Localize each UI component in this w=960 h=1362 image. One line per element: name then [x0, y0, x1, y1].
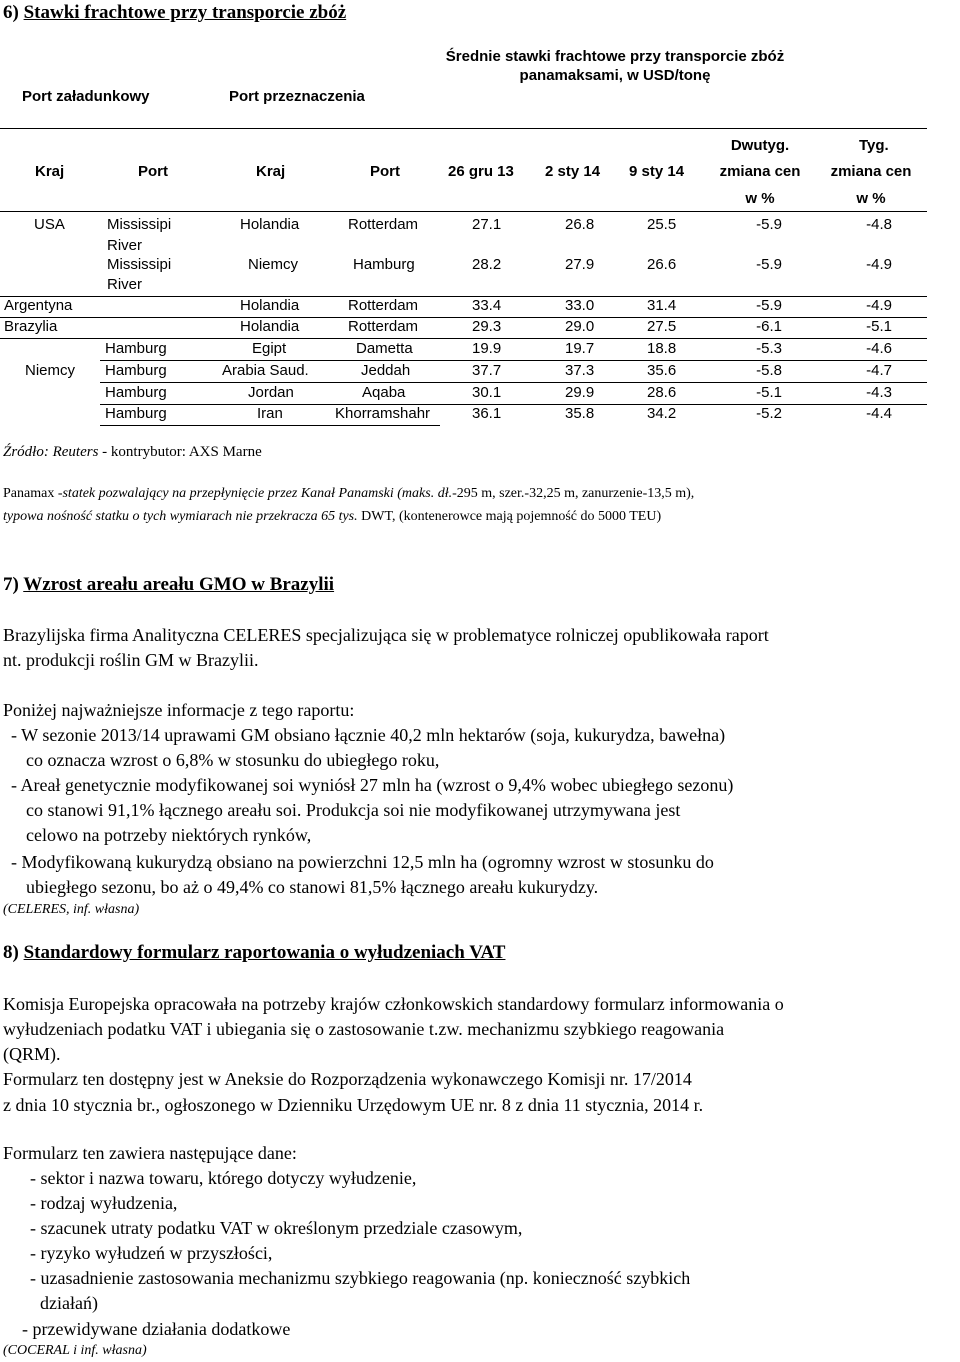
row1-rate-2: 26.8	[565, 216, 595, 233]
row2-weekly-change: -4.9	[866, 256, 892, 273]
section8-item1: - sektor i nazwa towaru, którego dotyczy wyłudzenie,	[30, 1168, 417, 1188]
row2-rate-1: 28.2	[472, 256, 502, 273]
row8-rate-1: 36.1	[472, 405, 502, 422]
row5-rate-2: 19.7	[565, 340, 595, 357]
section7-bullet2-line3: celowo na potrzeby niektórych rynków,	[26, 825, 312, 845]
source-label: Źródło:	[3, 444, 49, 460]
row8-rate-2: 35.8	[565, 405, 595, 422]
section8-para1-line3: (QRM).	[3, 1044, 61, 1064]
row-rule-4	[100, 360, 927, 361]
row1-origin-country: USA	[34, 216, 65, 233]
header-biweekly-2: zmiana cen	[719, 163, 801, 180]
row6-dest-port: Jeddah	[361, 362, 411, 379]
header-port-destination: Port	[370, 163, 400, 180]
row-rule-2	[0, 317, 927, 318]
section7-bullet1-line2: co oznacza wzrost o 6,8% w stosunku do ubiegłego roku,	[26, 750, 440, 770]
row5-origin-port: Hamburg	[105, 340, 167, 357]
section8-para1-line2: wyłudzeniach podatku VAT i ubiegania się o zastosowanie t.zw. mechanizmu szybkiego reagowania	[3, 1019, 725, 1039]
row6-biweekly-change: -5.8	[756, 362, 782, 379]
row5-biweekly-change: -5.3	[756, 340, 782, 357]
section7-source: (CELERES, inf. własna)	[3, 902, 140, 917]
section6-number: 6)	[3, 2, 19, 23]
section8-para2-line1: Formularz ten dostępny jest w Aneksie do Rozporządzenia wykonawczego Komisji nr. 17/2014	[3, 1069, 692, 1089]
row8-rate-3: 34.2	[647, 405, 677, 422]
row3-dest-country: Holandia	[240, 297, 300, 314]
section8-number: 8)	[3, 942, 19, 963]
row4-dest-country: Holandia	[240, 318, 300, 335]
section8-item4: - ryzyko wyłudzeń w przyszłości,	[30, 1243, 273, 1263]
row4-weekly-change: -5.1	[866, 318, 892, 335]
row1-dest-port: Rotterdam	[348, 216, 419, 233]
row7-dest-country: Jordan	[248, 384, 294, 401]
header-biweekly-1: Dwutyg.	[730, 137, 790, 154]
header-table-title-1: Średnie stawki frachtowe przy transporcie zbóż	[445, 48, 785, 65]
section8-item6: - przewidywane działania dodatkowe	[22, 1319, 291, 1339]
row8-dest-country: Iran	[257, 405, 283, 422]
row1-biweekly-change: -5.9	[756, 216, 782, 233]
panamax-dwt: DWT, (kontenerowce mają pojemność do 5000 TEU)	[361, 509, 662, 524]
row1-origin-port: Mississipi	[107, 216, 172, 233]
row3-origin-country: Argentyna	[4, 297, 73, 314]
header-date-2: 2 sty 14	[545, 163, 601, 180]
row3-rate-2: 33.0	[565, 297, 595, 314]
row2-rate-2: 27.9	[565, 256, 595, 273]
table-top-rule	[0, 128, 927, 129]
panamax-definition: statek pozwalający na przepłynięcie przez Kanał Panamski (maks. dł.	[62, 486, 453, 501]
row8-weekly-change: -4.4	[866, 405, 892, 422]
row1-rate-3: 25.5	[647, 216, 677, 233]
panamax-dimensions: -295 m, szer.-32,25 m, zanurzenie-13,5 m),	[452, 486, 695, 501]
section7-bullet2-line1: - Areał genetycznie modyfikowanej soi wyniósł 27 mln ha (wzrost o 9,4% wobec ubiegłego sezonu)	[11, 775, 734, 795]
header-weekly-1: Tyg.	[859, 137, 889, 154]
section8-source: (COCERAL i inf. własna)	[3, 1343, 147, 1358]
section7-para1-line2: nt. produkcji roślin GM w Brazylii.	[3, 650, 259, 670]
row4-rate-1: 29.3	[472, 318, 502, 335]
section8-title: Standardowy formularz raportowania o wyłudzeniach VAT	[23, 942, 506, 963]
row5-rate-1: 19.9	[472, 340, 502, 357]
row5-rate-3: 18.8	[647, 340, 677, 357]
row6-dest-country: Arabia Saud.	[222, 362, 309, 379]
row4-rate-3: 27.5	[647, 318, 677, 335]
row-rule-5	[100, 382, 927, 383]
row-rule-6	[100, 404, 927, 405]
header-biweekly-3: w %	[745, 190, 775, 207]
row4-origin-country: Brazylia	[4, 318, 58, 335]
row8-origin-port: Hamburg	[105, 405, 167, 422]
row6-rate-1: 37.7	[472, 362, 502, 379]
row3-biweekly-change: -5.9	[756, 297, 782, 314]
section8-item5-line2: działań)	[40, 1293, 98, 1313]
panamax-note-line1	[3, 486, 694, 502]
header-port-origin: Port	[138, 163, 168, 180]
row7-dest-port: Aqaba	[362, 384, 406, 401]
row3-rate-1: 33.4	[472, 297, 502, 314]
section7-number: 7)	[3, 574, 19, 595]
header-port-zaladunkowy: Port załadunkowy	[22, 88, 150, 105]
row1-origin-port-cont: River	[107, 237, 143, 254]
row7-weekly-change: -4.3	[866, 384, 892, 401]
section6-heading	[3, 2, 346, 24]
panamax-capacity: typowa nośność statku o tych wymiarach nie przekracza 65 tys.	[3, 509, 358, 524]
panamax-term: Panamax -	[3, 486, 63, 501]
row4-rate-2: 29.0	[565, 318, 595, 335]
row2-dest-port: Hamburg	[353, 256, 415, 273]
row6-rate-2: 37.3	[565, 362, 595, 379]
panamax-note-line2	[3, 509, 661, 525]
section8-item3: - szacunek utraty podatku VAT w określonym przedziale czasowym,	[30, 1218, 523, 1238]
row4-biweekly-change: -6.1	[756, 318, 782, 335]
row2-biweekly-change: -5.9	[756, 256, 782, 273]
header-port-przeznaczenia: Port przeznaczenia	[229, 88, 365, 105]
row7-origin-port: Hamburg	[105, 384, 167, 401]
row6-origin-country: Niemcy	[25, 362, 76, 379]
row8-biweekly-change: -5.2	[756, 405, 782, 422]
row1-rate-1: 27.1	[472, 216, 502, 233]
table-bottom-rule	[100, 425, 440, 426]
header-date-3: 9 sty 14	[629, 163, 685, 180]
row5-dest-port: Dametta	[356, 340, 413, 357]
header-bottom-rule	[0, 211, 927, 212]
section8-item5-line1: - uzasadnienie zastosowania mechanizmu szybkiego reagowania (np. konieczność szybkich	[30, 1268, 691, 1288]
table-source	[3, 444, 262, 461]
section8-para3: Formularz ten zawiera następujące dane:	[3, 1143, 297, 1163]
source-contributor: - kontrybutor: AXS Marne	[102, 444, 262, 460]
row2-dest-country: Niemcy	[248, 256, 299, 273]
header-kraj-origin: Kraj	[35, 163, 65, 180]
header-kraj-destination: Kraj	[256, 163, 286, 180]
row7-rate-1: 30.1	[472, 384, 502, 401]
row5-dest-country: Egipt	[252, 340, 287, 357]
section7-heading	[3, 574, 334, 596]
row5-weekly-change: -4.6	[866, 340, 892, 357]
row-rule-1	[0, 296, 927, 297]
row2-rate-3: 26.6	[647, 256, 677, 273]
row7-rate-2: 29.9	[565, 384, 595, 401]
section7-bullet1-line1: - W sezonie 2013/14 uprawami GM obsiano łącznie 40,2 mln hektarów (soja, kukurydza, bawełna)	[11, 725, 726, 745]
row2-origin-port-cont: River	[107, 276, 143, 293]
row3-rate-3: 31.4	[647, 297, 677, 314]
section7-bullet3-line2: ubiegłego sezonu, bo aż o 49,4% co stanowi 81,5% łącznego areału kukurydzy.	[26, 877, 599, 897]
row2-origin-port: Mississipi	[107, 256, 172, 273]
section8-para2-line2: z dnia 10 stycznia br., ogłoszonego w Dzienniku Urzędowym UE nr. 8 z dnia 11 stycznia, 2014 r.	[3, 1095, 704, 1115]
row8-dest-port: Khorramshahr	[335, 405, 431, 422]
section7-bullet2-line2: co stanowi 91,1% łącznego areału soi. Produkcja soi nie modyfikowanej utrzymywana jest	[26, 800, 681, 820]
section8-para1-line1: Komisja Europejska opracowała na potrzeby krajów członkowskich standardowy formularz informowania o	[3, 994, 784, 1014]
header-table-title-2: panamaksami, w USD/tonę	[519, 67, 711, 84]
section8-item2: - rodzaj wyłudzenia,	[30, 1193, 178, 1213]
section8-heading	[3, 942, 505, 964]
row1-weekly-change: -4.8	[866, 216, 892, 233]
row7-rate-3: 28.6	[647, 384, 677, 401]
row-rule-3	[0, 338, 927, 339]
header-weekly-3: w %	[856, 190, 886, 207]
source-reuters: Reuters	[52, 444, 99, 460]
row6-origin-port: Hamburg	[105, 362, 167, 379]
row4-dest-port: Rotterdam	[348, 318, 419, 335]
row1-dest-country: Holandia	[240, 216, 300, 233]
row7-biweekly-change: -5.1	[756, 384, 782, 401]
section7-para2: Poniżej najważniejsze informacje z tego raportu:	[3, 700, 355, 720]
section7-title: Wzrost areału areału GMO w Brazylii	[23, 574, 335, 595]
row6-weekly-change: -4.7	[866, 362, 892, 379]
section7-bullet3-line1: - Modyfikowaną kukurydzą obsiano na powierzchni 12,5 mln ha (ogromny wzrost w stosunku do	[11, 852, 714, 872]
header-weekly-2: zmiana cen	[830, 163, 912, 180]
section7-para1-line1: Brazylijska firma Analityczna CELERES specjalizująca się w problematyce rolniczej opublikowała raport	[3, 625, 769, 645]
row6-rate-3: 35.6	[647, 362, 677, 379]
header-date-1: 26 gru 13	[448, 163, 514, 180]
row3-dest-port: Rotterdam	[348, 297, 419, 314]
section6-title: Stawki frachtowe przy transporcie zbóż	[23, 2, 347, 23]
row3-weekly-change: -4.9	[866, 297, 892, 314]
